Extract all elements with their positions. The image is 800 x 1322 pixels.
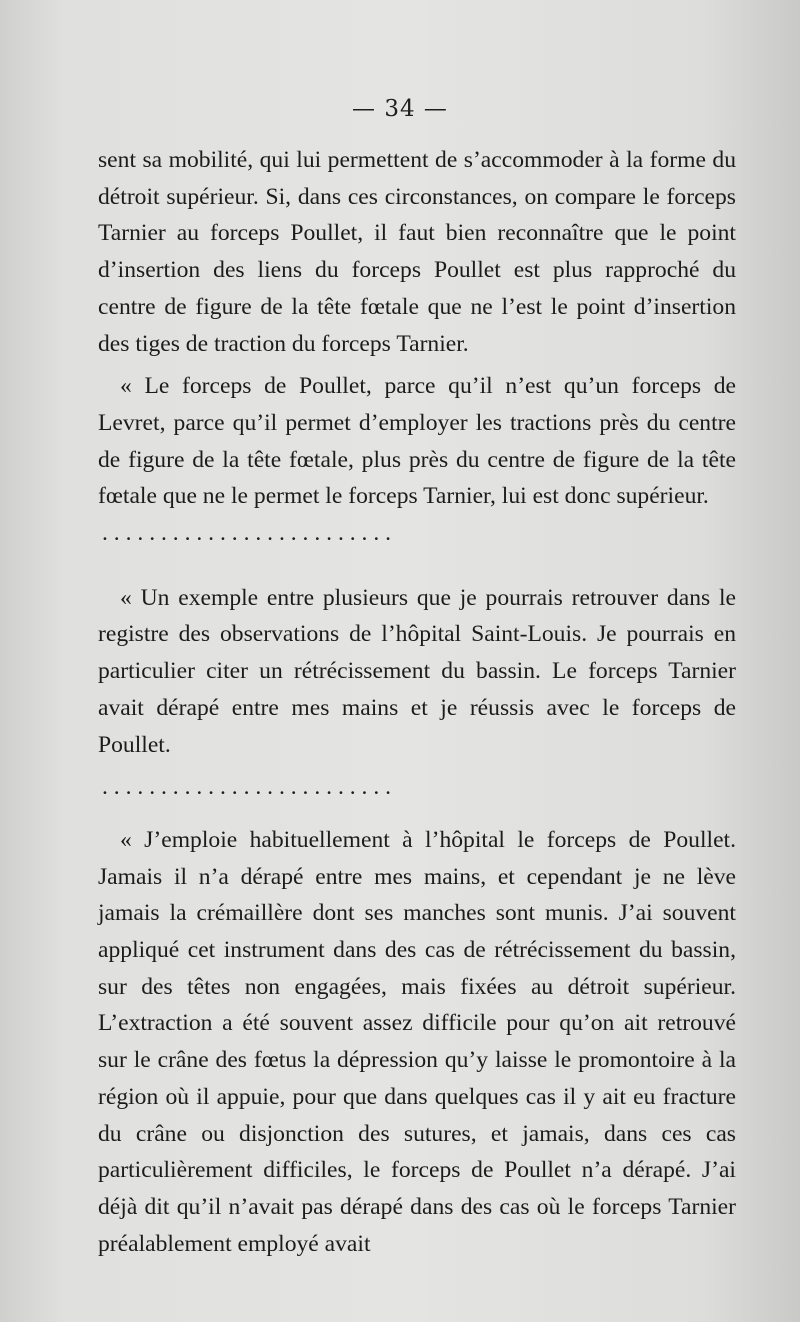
ellipsis-row-2: . . . . . . . . . . . . . . . . . . . . . . . . . (102, 774, 392, 801)
ellipsis-row-1: . . . . . . . . . . . . . . . . . . . . . . . . . (102, 520, 392, 547)
paragraph-3: « Un exemple entre plusieurs que je pourrais retrouver dans le registre des observations de l’hôpital Saint-Louis. Je pourrais en particulier citer un rétrécissement du bassin. Le forceps Tarnier avait dérapé entre mes mains et je réussis avec le forceps de Poullet. (98, 584, 736, 758)
paragraph-4: « J’emploie habituellement à l’hôpital le forceps de Poullet. Jamais il n’a dérapé entre mes mains, et cependant je ne lève jamais la crémaillère dont ses manches sont munis. J’ai souvent appliqué cet instrument dans des cas de rétrécissement du bassin, sur des têtes non engagées, mais fixées au détroit supérieur. L’extraction a été souvent assez difficile pour qu’on ait retrouvé sur le crâne des fœtus la dépression qu’y laisse le promontoire à la région où il appuie, pour que dans quelques cas il y ait eu fracture du crâne ou disjonction des sutures, et jamais, dans ces cas particulièrement difficiles, le forceps de Poullet n’a dérapé. J’ai déjà dit qu’il n’avait pas dérapé dans des cas où le forceps Tarnier préalablement employé avait (98, 826, 736, 1257)
paragraph-1: sent sa mobilité, qui lui permettent de s’accommoder à la forme du détroit supérieur. Si, dans ces circonstances, on compare le forceps Tarnier au forceps Poullet, il faut bien reconnaître que le point d’insertion des liens du forceps Poullet est plus rapproché du centre de figure de la tête fœtale que ne l’est le point d’insertion des tiges de traction du forceps Tarnier. (98, 147, 736, 357)
page-number: — 34 — (352, 96, 448, 122)
body-text (98, 142, 736, 1262)
paragraph-2: « Le forceps de Poullet, parce qu’il n’est qu’un forceps de Levret, parce qu’il permet d’employer les tractions près du centre de figure de la tête fœtale, plus près du centre de figure de la tête fœtale que ne le permet le forceps Tarnier, lui est donc supérieur. (98, 373, 736, 510)
